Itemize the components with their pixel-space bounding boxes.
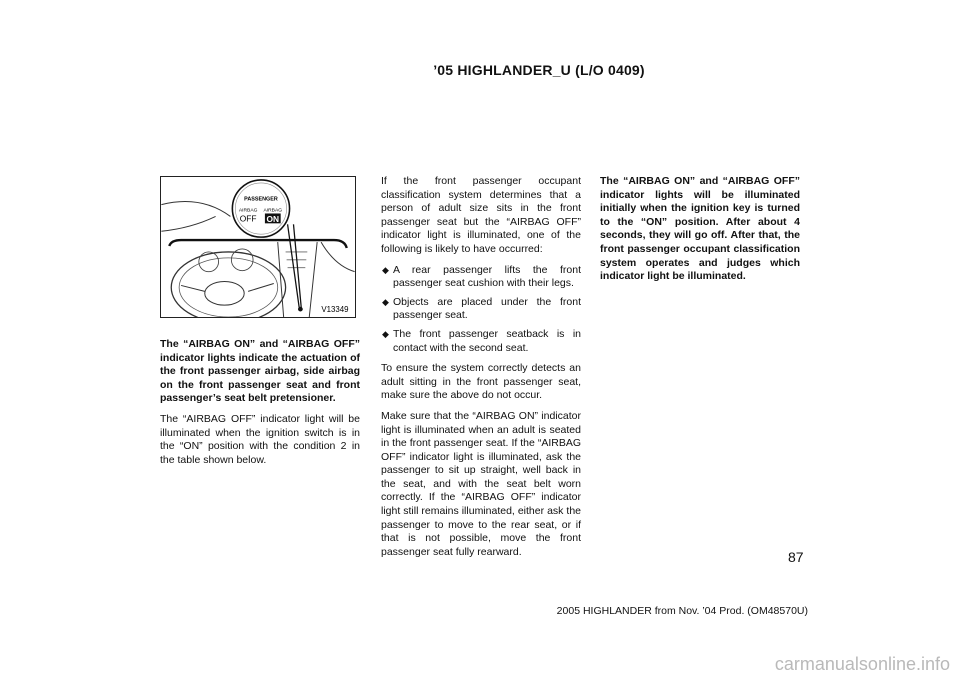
watermark: carmanualsonline.info — [774, 654, 950, 674]
column-left — [160, 338, 360, 474]
diamond-bullet-icon: ◆ — [382, 264, 389, 275]
steering-wheel-inner — [179, 258, 278, 317]
list-item: ◆ The front passenger seatback is in contact with the second seat. — [382, 327, 581, 354]
callout-bracket — [169, 240, 346, 248]
dash-line-right — [321, 242, 355, 272]
panel-label-passenger: PASSENGER — [244, 196, 278, 203]
page-number: 87 — [788, 549, 804, 565]
diamond-bullet-icon: ◆ — [382, 328, 389, 339]
indicator-location-dot — [298, 307, 303, 312]
off-label-top: AIRBAG — [238, 208, 258, 214]
figure-code: V13349 — [321, 305, 349, 315]
airbag-indicator-illustration — [160, 176, 356, 318]
diamond-bullet-icon: ◆ — [382, 296, 389, 307]
gauge-right — [231, 249, 253, 271]
steering-spoke — [181, 283, 274, 291]
column-middle — [381, 175, 581, 566]
steering-wheel — [171, 252, 285, 317]
likely-causes-list — [381, 264, 581, 356]
ensure-detection-text: To ensure the system correctly detects an adult sitting in the front passenger seat, make sure the above do not occur. — [381, 362, 581, 402]
airbag-indicator-heading: The “AIRBAG ON” and “AIRBAG OFF” indicator lights indicate the actuation of the front passenger airbag, side airbag on the front passenger seat and front passenger’s seat belt pretensioner. — [160, 338, 360, 405]
column-right — [600, 175, 800, 291]
steering-hub — [205, 282, 244, 306]
initial-illumination-text: The “AIRBAG ON” and “AIRBAG OFF” indicator lights will be illuminated initially when the ignition key is turned to the “ON” position. After about 4 seconds, they will go off. After that, the front passenger occupant classification system operates and judges which indicator light be illuminated. — [600, 175, 800, 283]
page-footer: 2005 HIGHLANDER from Nov. ’04 Prod. (OM48570U) — [556, 605, 808, 617]
on-label-bottom: ON — [266, 213, 280, 224]
page-header-title: ’05 HIGHLANDER_U (L/O 0409) — [433, 62, 645, 78]
occupant-classification-intro: If the front passenger occupant classification system determines that a person of adult size sits in the front passenger seat but the “AIRBAG OFF” indicator light is illuminated, one of the following is likely to have occurred: — [381, 175, 581, 255]
gauge-left — [199, 252, 219, 272]
dash-line-upper — [161, 202, 230, 217]
callout-pointer — [288, 224, 302, 309]
on-label-top: AIRBAG — [263, 208, 283, 214]
list-item: ◆ A rear passenger lifts the front passenger seat cushion with their legs. — [382, 263, 581, 290]
dash-line-left — [161, 216, 215, 231]
airbag-on-check-text: Make sure that the “AIRBAG ON” indicator light is illuminated when an adult is seated in the front passenger seat. If the “AIRBAG OFF” indicator light is illuminated, ask the passenger to sit up straight, well back in the seat, and with the seat belt worn correctly. If the “AIRBAG OFF” indicator light still remains illuminated, either ask the passenger to move to the rear seat, or if that is not possible, move the front passenger seat fully rearward. — [381, 409, 581, 558]
list-item: ◆ Objects are placed under the front passenger seat. — [382, 295, 581, 322]
airbag-off-condition-text: The “AIRBAG OFF” indicator light will be illuminated when the ignition switch is in the “ON” position with the condition 2 in the table shown below. — [160, 412, 360, 466]
off-label-bottom: OFF — [239, 213, 257, 224]
dashboard-drawing — [161, 177, 355, 317]
